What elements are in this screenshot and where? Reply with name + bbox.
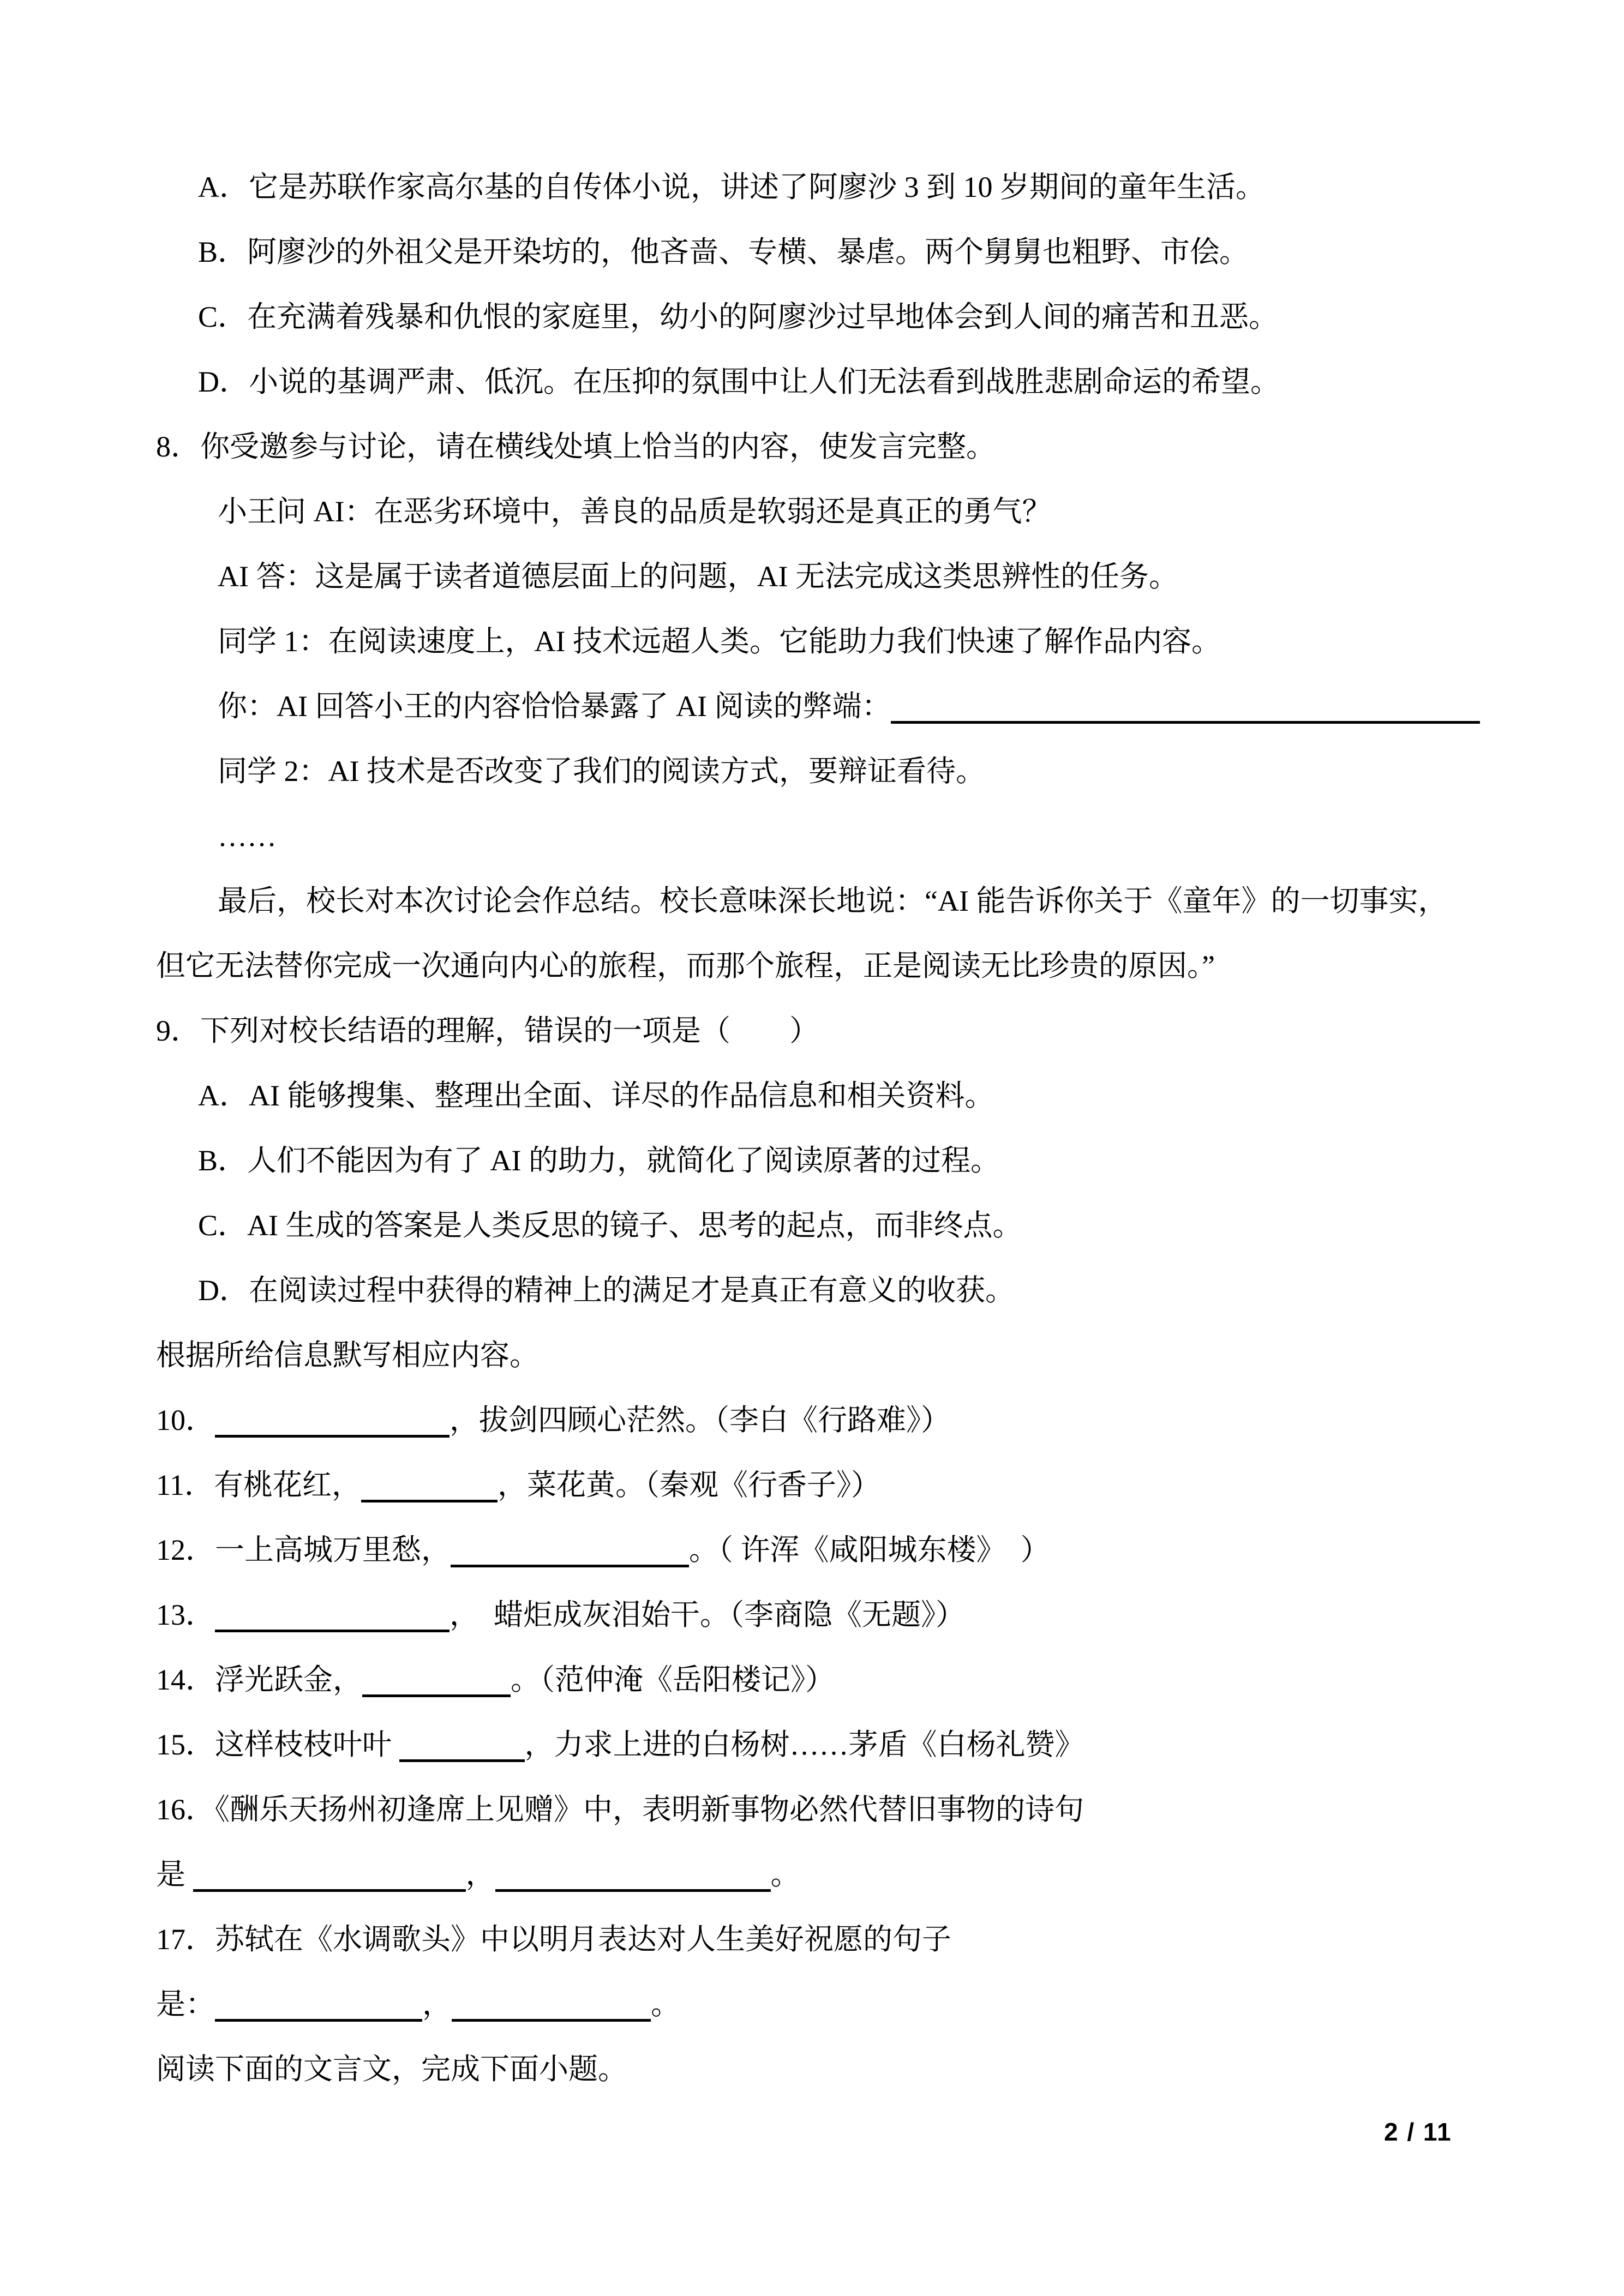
line-text: A．AI 能够搜集、整理出全面、详尽的作品信息和相关资料。 (198, 1079, 994, 1112)
question-9 (156, 999, 1624, 1063)
line-text: 同学 1：在阅读速度上，AI 技术远超人类。它能助力我们快速了解作品内容。 (218, 625, 1221, 658)
answer-blank (362, 1694, 511, 1697)
line-text: A．它是苏联作家高尔基的自传体小说，讲述了阿廖沙 3 到 10 岁期间的童年生活。 (198, 171, 1265, 203)
question-11 (156, 1453, 1624, 1518)
line-text: ，拔剑四顾心茫然。（李白《行路难》） (450, 1404, 950, 1436)
line-text: D．在阅读过程中获得的精神上的满足才是真正有意义的收获。 (198, 1274, 1015, 1307)
q9-option-b (198, 1128, 1624, 1193)
answer-blank (399, 1759, 525, 1762)
question-17-answer (156, 1972, 1624, 2037)
line-text: 14．浮光跃金， (156, 1663, 362, 1696)
line-text: 小王问 AI：在恶劣环境中，善良的品质是软弱还是真正的勇气？ (218, 495, 1052, 528)
line-text: 15．这样枝枝叶叶 (156, 1728, 399, 1761)
dialog-xiaowang (218, 479, 1624, 544)
q7-option-d (198, 350, 1624, 414)
line-text: ，菜花黄。（秦观《行香子》） (498, 1469, 880, 1501)
question-17 (156, 1907, 1624, 1972)
line-text: C．AI 生成的答案是人类反思的镜子、思考的起点，而非终点。 (198, 1209, 1022, 1242)
page-number: 2 / 11 (1384, 2118, 1452, 2146)
answer-blank (451, 1565, 689, 1567)
principal-quote-2 (156, 934, 1624, 999)
line-text: …… (218, 820, 277, 852)
line-text: 根据所给信息默写相应内容。 (156, 1339, 539, 1372)
dictation-intro (156, 1323, 1624, 1388)
line-text: 。 (651, 1988, 680, 2021)
q9-option-a (198, 1063, 1624, 1128)
question-13 (156, 1583, 1624, 1648)
q9-option-d (198, 1258, 1624, 1323)
dialog-classmate-1 (218, 609, 1624, 674)
line-text: 。 (770, 1858, 800, 1891)
line-text: ， (465, 1858, 495, 1891)
line-text: 13． (156, 1598, 215, 1631)
line-text: D．小说的基调严肃、低沉。在压抑的氛围中让人们无法看到战胜悲剧命运的希望。 (198, 365, 1280, 398)
question-10 (156, 1388, 1624, 1453)
line-text: B．阿廖沙的外祖父是开染坊的，他吝啬、专横、暴虐。两个舅舅也粗野、市侩。 (198, 236, 1249, 268)
question-14 (156, 1648, 1624, 1712)
answer-blank (452, 2019, 651, 2022)
line-text: ， (422, 1988, 452, 2021)
line-text: 同学 2：AI 技术是否改变了我们的阅读方式，要辩证看待。 (218, 755, 985, 788)
line-text: 8．你受邀参与讨论，请在横线处填上恰当的内容，使发言完整。 (156, 430, 996, 463)
q7-option-c (198, 285, 1624, 350)
line-text: 你：AI 回答小王的内容恰恰暴露了 AI 阅读的弊端： (218, 690, 891, 723)
line-text: 。（范仲淹《岳阳楼记》） (511, 1663, 835, 1696)
answer-blank (495, 1889, 771, 1892)
line-text: ， 蜡炬成灰泪始干。（李商隐《无题》） (450, 1598, 965, 1631)
line-text: 。（ 许浑《咸阳城东楼》 ） (689, 1534, 1050, 1566)
dialog-you-blank (218, 674, 1624, 739)
q7-option-a (198, 155, 1624, 220)
line-text: B．人们不能因为有了 AI 的助力，就简化了阅读原著的过程。 (198, 1144, 1000, 1177)
answer-blank (215, 1435, 450, 1438)
line-text: 9．下列对校长结语的理解，错误的一项是（ ） (156, 1014, 819, 1047)
dialog-ai-answer (218, 544, 1624, 609)
line-text: 10． (156, 1404, 215, 1436)
question-15 (156, 1712, 1624, 1777)
q9-option-c (198, 1193, 1624, 1258)
question-12 (156, 1518, 1624, 1583)
answer-blank (193, 1889, 466, 1892)
reading-intro (156, 2037, 1624, 2102)
ellipsis-line (218, 804, 1624, 869)
question-16 (156, 1777, 1624, 1842)
principal-quote-1 (218, 869, 1624, 934)
line-text: 12．一上高城万里愁， (156, 1534, 451, 1566)
line-text: 阅读下面的文言文，完成下面小题。 (156, 2053, 627, 2085)
line-text: 是 (156, 1858, 193, 1891)
q7-option-b (198, 220, 1624, 285)
line-text: 是： (156, 1988, 215, 2021)
line-text: 但它无法替你完成一次通向内心的旅程，而那个旅程，正是阅读无比珍贵的原因。” (156, 949, 1215, 982)
dialog-classmate-2 (218, 739, 1624, 804)
exam-body (0, 155, 1624, 2102)
line-text: 16．《酬乐天扬州初逢席上见赠》中，表明新事物必然代替旧事物的诗句 (156, 1793, 1084, 1826)
line-text: C．在充满着残暴和仇恨的家庭里，幼小的阿廖沙过早地体会到人间的痛苦和丑恶。 (198, 300, 1279, 333)
line-text: 17．苏轼在《水调歌头》中以明月表达对人生美好祝愿的句子 (156, 1923, 951, 1956)
question-8 (156, 414, 1624, 479)
line-text: 最后，校长对本次讨论会作总结。校长意味深长地说：“AI 能告诉你关于《童年》的一切事实， (218, 885, 1448, 917)
line-text: AI 答：这是属于读者道德层面上的问题，AI 无法完成这类思辨性的任务。 (218, 560, 1178, 593)
line-text: 11．有桃花红， (156, 1469, 361, 1501)
answer-blank (215, 1630, 450, 1632)
line-text: ，力求上进的白杨树……茅盾《白杨礼赞》 (524, 1728, 1084, 1761)
answer-blank (891, 721, 1480, 724)
answer-blank (215, 2019, 422, 2022)
answer-blank (361, 1500, 498, 1502)
question-16-answer (156, 1842, 1624, 1907)
